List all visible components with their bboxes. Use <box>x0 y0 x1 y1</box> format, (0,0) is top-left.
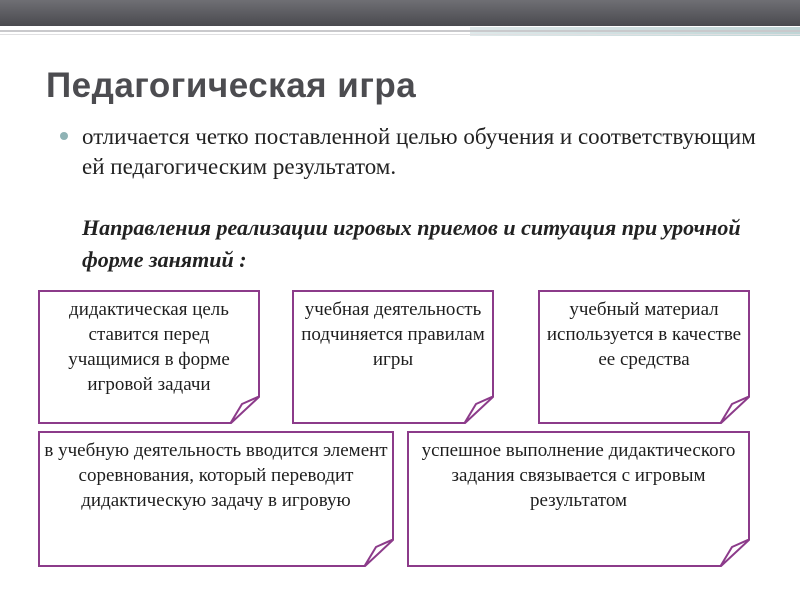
card-learning-activity <box>292 290 494 424</box>
card-text: в учебную деятельность вводится элемент соревнования, который переводит дидактическую задачу в игровую <box>44 440 388 511</box>
card-text: учебная деятельность подчиняется правилам игры <box>301 299 485 370</box>
page-curl-icon <box>720 539 750 567</box>
card-text: дидактическая цель ставится перед учащимися в форме игровой задачи <box>68 299 230 395</box>
header-bar <box>0 0 800 26</box>
header-divider-thin <box>0 34 800 35</box>
page-curl-icon <box>230 396 260 424</box>
bullet-text: отличается четко поставленной целью обучения и соответствующим ей педагогическим результатом. <box>82 124 756 179</box>
bullet-dot-icon <box>60 132 68 140</box>
card-competition-element <box>38 431 394 567</box>
card-text: учебный материал используется в качестве ее средства <box>546 299 742 370</box>
header-divider <box>0 30 800 32</box>
card-didactic-goal <box>38 290 260 424</box>
bullet-item <box>60 122 760 182</box>
page-curl-icon <box>364 539 394 567</box>
card-text: успешное выполнение дидактического задания связывается с игровым результатом <box>421 440 736 511</box>
page-curl-icon <box>720 396 750 424</box>
card-learning-material <box>538 290 750 424</box>
section-subheading: Направления реализации игровых приемов и ситуация при урочной форме занятий : <box>82 215 741 272</box>
page-curl-icon <box>464 396 494 424</box>
slide-title: Педагогическая игра <box>46 66 417 105</box>
card-task-completion <box>407 431 750 567</box>
